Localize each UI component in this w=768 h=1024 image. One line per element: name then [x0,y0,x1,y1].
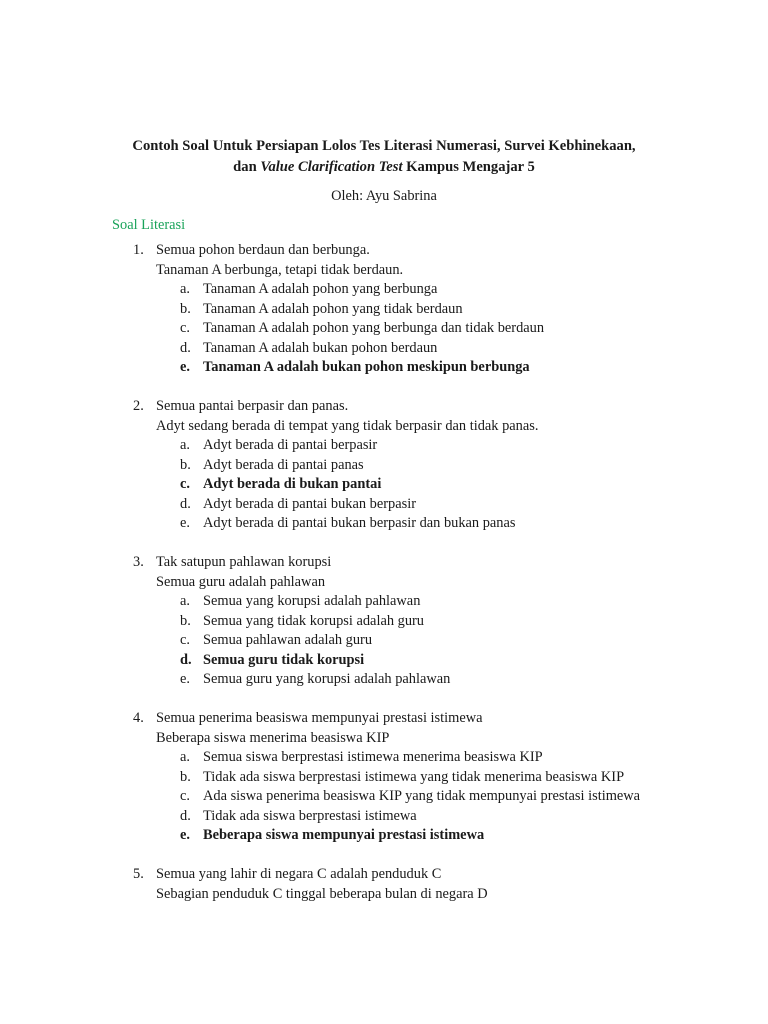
question-list [0,241,768,924]
option-letter: b. [180,768,191,785]
question-text: Semua penerima beasiswa mempunyai prestasi istimewa [156,710,483,726]
question-premise-2 [0,885,768,905]
question-premise-1 [0,241,768,261]
option-text: Beberapa siswa mempunyai prestasi istimewa [203,827,485,843]
author-line: Oleh: Ayu Sabrina [331,188,437,204]
question-item [0,709,768,846]
question-premise-2 [0,261,768,281]
title-line-1: Contoh Soal Untuk Persiapan Lolos Tes Literasi Numerasi, Survei Kebhinekaan, [132,138,636,154]
option-text: Tidak ada siswa berprestasi istimewa [203,807,417,824]
option-text: Adyt berada di pantai panas [203,456,364,473]
option-letter: e. [180,671,190,687]
answer-option [0,787,768,807]
answer-option [0,748,768,768]
option-letter: b. [180,456,191,473]
option-letter: a. [180,437,190,453]
document-title [0,136,768,178]
question-text: Beberapa siswa menerima beasiswa KIP [156,729,390,746]
option-text: Ada siswa penerima beasiswa KIP yang tidak mempunyai prestasi istimewa [203,788,641,804]
option-text: Tanaman A adalah pohon yang tidak berdaun [203,300,463,317]
answer-option [0,495,768,515]
question-premise-1 [0,397,768,417]
option-text: Semua siswa berprestasi istimewa menerima beasiswa KIP [203,749,543,765]
question-text: Sebagian penduduk C tinggal beberapa bulan di negara D [156,885,488,902]
option-letter: b. [180,300,191,317]
answer-option [0,807,768,827]
question-text: Tak satupun pahlawan korupsi [156,554,332,570]
question-item [0,865,768,904]
option-text: Adyt berada di pantai berpasir [203,437,378,453]
answer-option [0,826,768,846]
question-premise-1 [0,553,768,573]
question-text: Tanaman A berbunga, tetapi tidak berdaun. [156,261,404,278]
option-text: Semua guru yang korupsi adalah pahlawan [203,671,451,687]
question-text: Semua guru adalah pahlawan [156,573,326,590]
section-heading: Soal Literasi [112,217,186,233]
option-text: Tanaman A adalah bukan pohon berdaun [203,339,438,356]
question-number: 4. [133,710,144,726]
question-number: 5. [133,866,144,882]
answer-option [0,670,768,690]
answer-option [0,319,768,339]
question-premise-1 [0,865,768,885]
option-text: Tanaman A adalah bukan pohon meskipun berbunga [203,359,530,375]
option-text: Semua pahlawan adalah guru [203,632,373,648]
option-text: Adyt berada di bukan pantai [203,476,382,492]
option-letter: d. [180,651,192,668]
option-text: Tidak ada siswa berprestasi istimewa yang tidak menerima beasiswa KIP [203,768,625,785]
question-premise-2 [0,729,768,749]
question-item [0,553,768,690]
answer-option [0,280,768,300]
title-line-2-prefix: dan [233,159,261,175]
question-premise-2 [0,573,768,593]
question-premise-2 [0,417,768,437]
question-premise-1 [0,709,768,729]
question-number: 2. [133,398,144,414]
option-letter: d. [180,495,191,512]
option-text: Semua yang korupsi adalah pahlawan [203,593,421,609]
option-letter: a. [180,749,190,765]
option-letter: a. [180,593,190,609]
option-text: Tanaman A adalah pohon yang berbunga dan tidak berdaun [203,320,545,336]
question-item [0,397,768,534]
question-number: 1. [133,242,144,258]
answer-option [0,651,768,671]
title-line-2 [0,157,768,178]
option-letter: e. [180,515,190,531]
option-letter: a. [180,281,190,297]
option-letter: e. [180,359,190,375]
option-text: Adyt berada di pantai bukan berpasir dan bukan panas [203,515,516,531]
option-letter: d. [180,807,191,824]
title-line-2-suffix: Kampus Mengajar 5 [402,159,535,175]
option-text: Semua yang tidak korupsi adalah guru [203,612,425,629]
question-text: Adyt sedang berada di tempat yang tidak berpasir dan tidak panas. [156,417,539,434]
answer-option [0,300,768,320]
option-text: Semua guru tidak korupsi [203,651,365,668]
answer-option [0,456,768,476]
answer-option [0,358,768,378]
answer-option [0,514,768,534]
answer-option [0,436,768,456]
answer-option [0,631,768,651]
question-item [0,241,768,378]
answer-option [0,592,768,612]
option-letter: e. [180,827,190,843]
title-line-2-italic: Value Clarification Test [260,159,403,175]
answer-option [0,339,768,359]
answer-option [0,475,768,495]
option-letter: d. [180,339,191,356]
option-letter: c. [180,320,190,336]
answer-option [0,612,768,632]
question-text: Semua yang lahir di negara C adalah penduduk C [156,866,442,882]
answer-option [0,768,768,788]
option-text: Adyt berada di pantai bukan berpasir [203,495,416,512]
option-letter: c. [180,788,190,804]
question-number: 3. [133,554,144,570]
option-letter: b. [180,612,191,629]
question-text: Semua pantai berpasir dan panas. [156,398,349,414]
option-letter: c. [180,632,190,648]
option-letter: c. [180,476,190,492]
question-text: Semua pohon berdaun dan berbunga. [156,242,370,258]
option-text: Tanaman A adalah pohon yang berbunga [203,281,438,297]
